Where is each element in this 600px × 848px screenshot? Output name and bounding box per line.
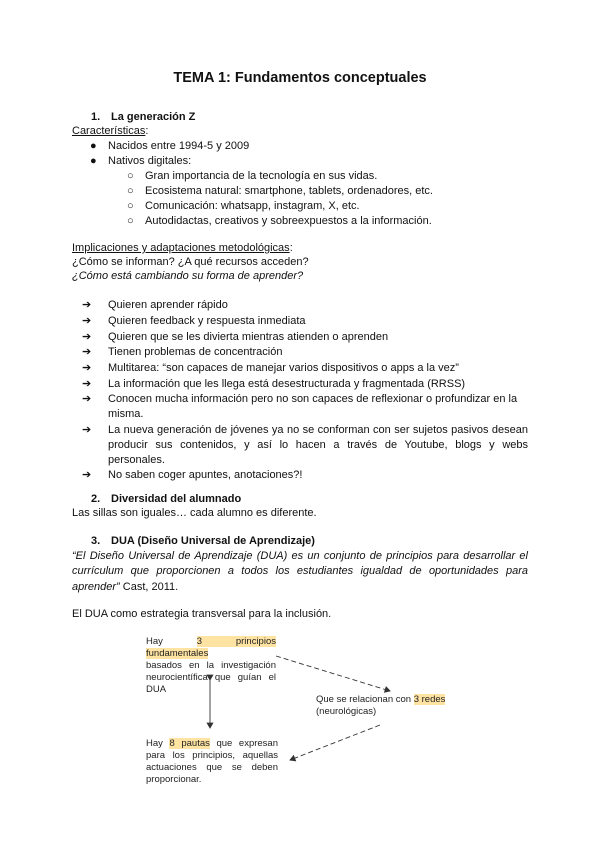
subbullet-marker: ○ <box>127 170 134 182</box>
section1-heading <box>91 111 195 123</box>
arrow-item <box>82 361 528 376</box>
arrow-item <box>82 377 528 392</box>
dua-quote <box>72 549 528 595</box>
principles-pre: Hay <box>146 636 197 647</box>
arrow-marker: ➔ <box>82 424 92 436</box>
dua-transversal: El DUA como estrategia transversal para la inclusión. <box>72 608 332 620</box>
principles-line2: basados en la investigación <box>146 660 276 671</box>
guidelines-line3: actuaciones que se deben <box>146 762 278 773</box>
bullet-marker: ● <box>90 155 97 167</box>
section1-number: 1. <box>91 111 101 123</box>
section2-number: 2. <box>91 493 101 505</box>
subbullet-item: Comunicación: whatsapp, instagram, X, etc. <box>145 200 360 212</box>
principles-highlight: 3 principios fundamentales <box>146 636 276 659</box>
subbullet-item: Ecosistema natural: smartphone, tablets, ordenadores, etc. <box>145 185 433 197</box>
guidelines-pre: Hay <box>146 738 170 749</box>
bullet-item: Nacidos entre 1994-5 y 2009 <box>108 140 250 152</box>
arrow-item-text: No saben coger apuntes, anotaciones?! <box>108 469 303 481</box>
characteristics-heading <box>72 125 148 137</box>
section2-title: Diversidad del alumnado <box>111 493 242 505</box>
subbullet-marker: ○ <box>127 215 134 227</box>
arrow-marker: ➔ <box>82 393 92 405</box>
guidelines-post: que expresan <box>209 738 278 749</box>
section2-text: Las sillas son iguales… cada alumno es diferente. <box>72 507 317 519</box>
document-title: TEMA 1: Fundamentos conceptuales <box>173 70 427 86</box>
characteristics-label: Características <box>72 125 146 137</box>
dashed-arrow-to-guidelines <box>290 725 380 760</box>
section2-heading <box>91 493 241 505</box>
arrow-marker: ➔ <box>82 378 92 390</box>
networks-line2: (neurológicas) <box>316 706 377 717</box>
guidelines-line1 <box>146 738 278 750</box>
section3-heading <box>91 535 315 547</box>
arrow-item <box>82 330 528 345</box>
arrow-item-text: Quieren aprender rápido <box>108 299 228 311</box>
characteristics-colon: : <box>145 125 149 137</box>
dua-quote-text: “El Diseño Universal de Aprendizaje (DUA) es un conjunto de principios para desarrollar el currículum que proporcionen a todos los estudiantes igualdad de oportunidades para aprender” <box>72 550 528 593</box>
networks-line1 <box>316 694 476 706</box>
networks-pre: Que se relacionan con <box>316 694 414 705</box>
arrow-item-text: La información que les llega está desestructurada y fragmentada (RRSS) <box>108 378 466 390</box>
principles-line1 <box>146 636 276 660</box>
arrow-item <box>82 298 528 313</box>
dashed-arrow-to-networks <box>276 656 390 691</box>
section3-title: DUA (Diseño Universal de Aprendizaje) <box>111 535 315 547</box>
implications-label: Implicaciones y adaptaciones metodológicas <box>72 242 290 254</box>
question-2: ¿Cómo está cambiando su forma de aprender? <box>72 270 304 282</box>
arrow-marker: ➔ <box>82 362 92 374</box>
arrow-item-text: Conocen mucha información pero no son capaces de reflexionar o profundizar en la misma. <box>108 393 518 421</box>
networks-highlight: 3 redes <box>413 694 446 705</box>
diagram-box-guidelines <box>146 738 278 786</box>
implications-colon: : <box>289 242 293 254</box>
arrow-item <box>82 392 528 422</box>
arrow-item-text: Tienen problemas de concentración <box>108 346 283 358</box>
arrow-marker: ➔ <box>82 315 92 327</box>
guidelines-highlight: 8 pautas <box>169 738 210 749</box>
diagram-box-networks <box>316 694 476 718</box>
subbullet-marker: ○ <box>127 200 134 212</box>
arrow-item <box>82 314 528 329</box>
arrow-marker: ➔ <box>82 299 92 311</box>
subbullet-marker: ○ <box>127 185 134 197</box>
dua-citation: Cast, 2011. <box>119 580 179 593</box>
implications-heading <box>72 242 293 254</box>
arrow-marker: ➔ <box>82 331 92 343</box>
section3-number: 3. <box>91 535 101 547</box>
arrow-item-text: Multitarea: “son capaces de manejar varios dispositivos o apps a la vez” <box>108 362 459 374</box>
subbullet-item: Autodidactas, creativos y sobreexpuestos a la información. <box>145 215 432 227</box>
principles-line3: neurocientífica que guían el DUA <box>146 672 276 695</box>
arrow-item-text: Quieren que se les divierta mientras atienden o aprenden <box>108 331 389 343</box>
arrow-marker: ➔ <box>82 469 92 481</box>
arrow-marker: ➔ <box>82 346 92 358</box>
question-1: ¿Cómo se informan? ¿A qué recursos acceden? <box>72 256 309 268</box>
bullet-item: Nativos digitales: <box>108 155 192 167</box>
arrow-item-text: La nueva generación de jóvenes ya no se conforman con ser sujetos pasivos desean producir sus contenidos, y así lo hacen a través de Youtube, blogs y webs personales. <box>108 424 528 467</box>
section1-title: La generación Z <box>111 111 196 123</box>
arrow-item <box>82 345 528 360</box>
guidelines-line2: para los principios, aquellas <box>146 750 278 761</box>
bullet-marker: ● <box>90 140 97 152</box>
subbullet-item: Gran importancia de la tecnología en sus vidas. <box>145 170 378 182</box>
arrow-item <box>82 468 528 483</box>
arrow-item <box>82 423 528 469</box>
diagram-box-principles <box>146 636 276 696</box>
guidelines-line4: proporcionar. <box>146 774 202 785</box>
arrow-item-text: Quieren feedback y respuesta inmediata <box>108 315 306 327</box>
